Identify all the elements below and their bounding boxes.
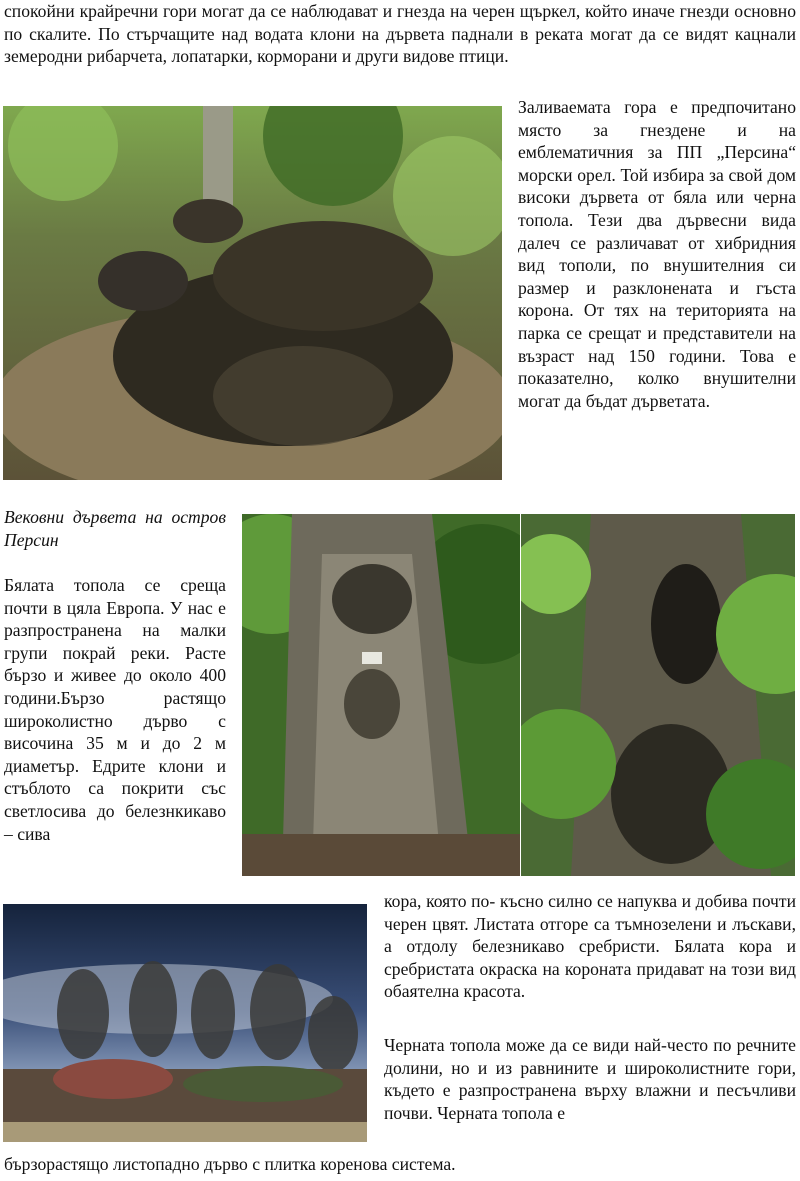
old-poplar-trunk-photo-icon	[242, 514, 520, 876]
old-tree-right-photo	[521, 514, 795, 876]
paragraph-white-poplar: Бялата топола се среща почти в цяла Европа. У нас е разпространена на малки групи покрай реки. Расте бързо и живее до около 400 години.Бързо растящо широколистно дърво с височина 35 м и до 2 м диаметър. Едрите клони и стъблото са покрити със светлосива до белезнкикаво – сива	[4, 575, 226, 844]
poplars-landscape-photo	[3, 904, 367, 1142]
old-tree-left-photo	[242, 514, 520, 876]
paragraph-top: спокойни крайречни гори могат да се наблюдават и гнезда на черен щъркел, който иначе гнезди основно по скалите. По стърчащите над водата клони на дървета паднали в реката могат да се видят кацнали земеродни рибарчета, лопатарки, корморани и други видове птици.	[4, 1, 796, 67]
eagle-chicks-nest-photo-icon	[3, 106, 502, 480]
hollow-poplar-photo-icon	[521, 514, 795, 876]
paragraph-black-poplar: Черната топола може да се види най-често по речните долини, но и из равнините и широколистните гори, където е разпространена върху влажни и песъчливи почви. Черната топола е	[384, 1035, 796, 1123]
photo-caption: Вековни дървета на остров Персин	[4, 507, 226, 550]
eagle-chicks-photo	[3, 106, 502, 480]
paragraph-bark: кора, която по- късно силно се напуква и добива почти черен цвят. Листата отгоре са тъмнозелени и лъскави, а отдолу белезникаво сребристи. Бялата кора и сребристата окраска на короната придават на този вид обаятелна красота.	[384, 891, 796, 1002]
paragraph-eagle: Заливаемата гора е предпочитано място за гнездене и на емблематичния за ПП „Персина“ морски орел. Той избира за свой дом високи дървета от бяла или черна топола. Тези два дървесни вида далеч се различават от хибридния вид тополи, по внушителния си размер и разклонената и гъста корона. От тях на територията на парка се срещат и представители на възраст над 150 години. Това е показателно, колко внушителни могат да бъдат дърветата.	[518, 97, 796, 411]
poplars-storm-sky-photo-icon	[3, 904, 367, 1142]
paragraph-last: бързорастящо листопадно дърво с плитка коренова система.	[4, 1154, 456, 1174]
